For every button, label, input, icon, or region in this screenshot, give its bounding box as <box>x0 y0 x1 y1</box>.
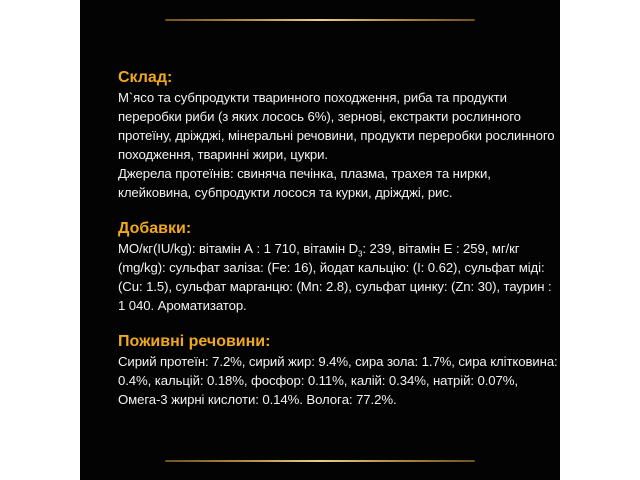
additives-section <box>118 219 558 315</box>
nutrients-section <box>118 332 558 409</box>
additives-text-part2: : 239, вітамін Е : 259, мг/кг (mg/kg): сульфат заліза: (Fe: 16), йодат кальцію: (I: 0.62), сульфат міді: (Cu: 1.5), сульфат марганцю: (Mn: 2.8), сульфат цинку: (Zn: 30), таурин : 1 040. Ароматизатор. <box>118 241 552 313</box>
composition-section <box>118 68 558 202</box>
composition-body <box>118 88 558 202</box>
additives-body <box>118 239 558 315</box>
bottom-gold-divider <box>165 460 475 462</box>
product-info-panel <box>80 0 560 480</box>
nutrients-title: Поживні речовини: <box>118 333 271 350</box>
nutrients-body <box>118 352 558 409</box>
composition-ingredients: М`ясо та субпродукти тваринного походження, риба та продукти переробки риби (з яких лосось 6%), зернові, екстракти рослинного протеїну, дріжджі, мінеральні речовини, продукти переробки рослинного походження, тваринні жири, цукри. <box>118 90 555 162</box>
nutrients-text: Сирий протеїн: 7.2%, сирий жир: 9.4%, сира зола: 1.7%, сира клітковина: 0.4%, кальцій: 0.18%, фосфор: 0.11%, калій: 0.34%, натрій: 0.07%, Омега-3 жирні кислоти: 0.14%. Вологa: 77.2%. <box>118 354 558 407</box>
top-gold-divider <box>165 19 475 21</box>
composition-title: Склад: <box>118 69 173 86</box>
additives-title: Добавки: <box>118 220 192 237</box>
additives-text <box>118 239 558 315</box>
composition-protein-sources: Джерела протеїнів: свиняча печінка, плазма, трахея та нирки, клейковина, субпродукти лосося та курки, дріжджі, рис. <box>118 166 491 200</box>
additives-text-part1: МО/кг(IU/kg): вітамін А : 1 710, вітамін D <box>118 241 359 256</box>
content-area <box>118 68 558 426</box>
vitamin-d-subscript: 3 <box>358 249 363 259</box>
